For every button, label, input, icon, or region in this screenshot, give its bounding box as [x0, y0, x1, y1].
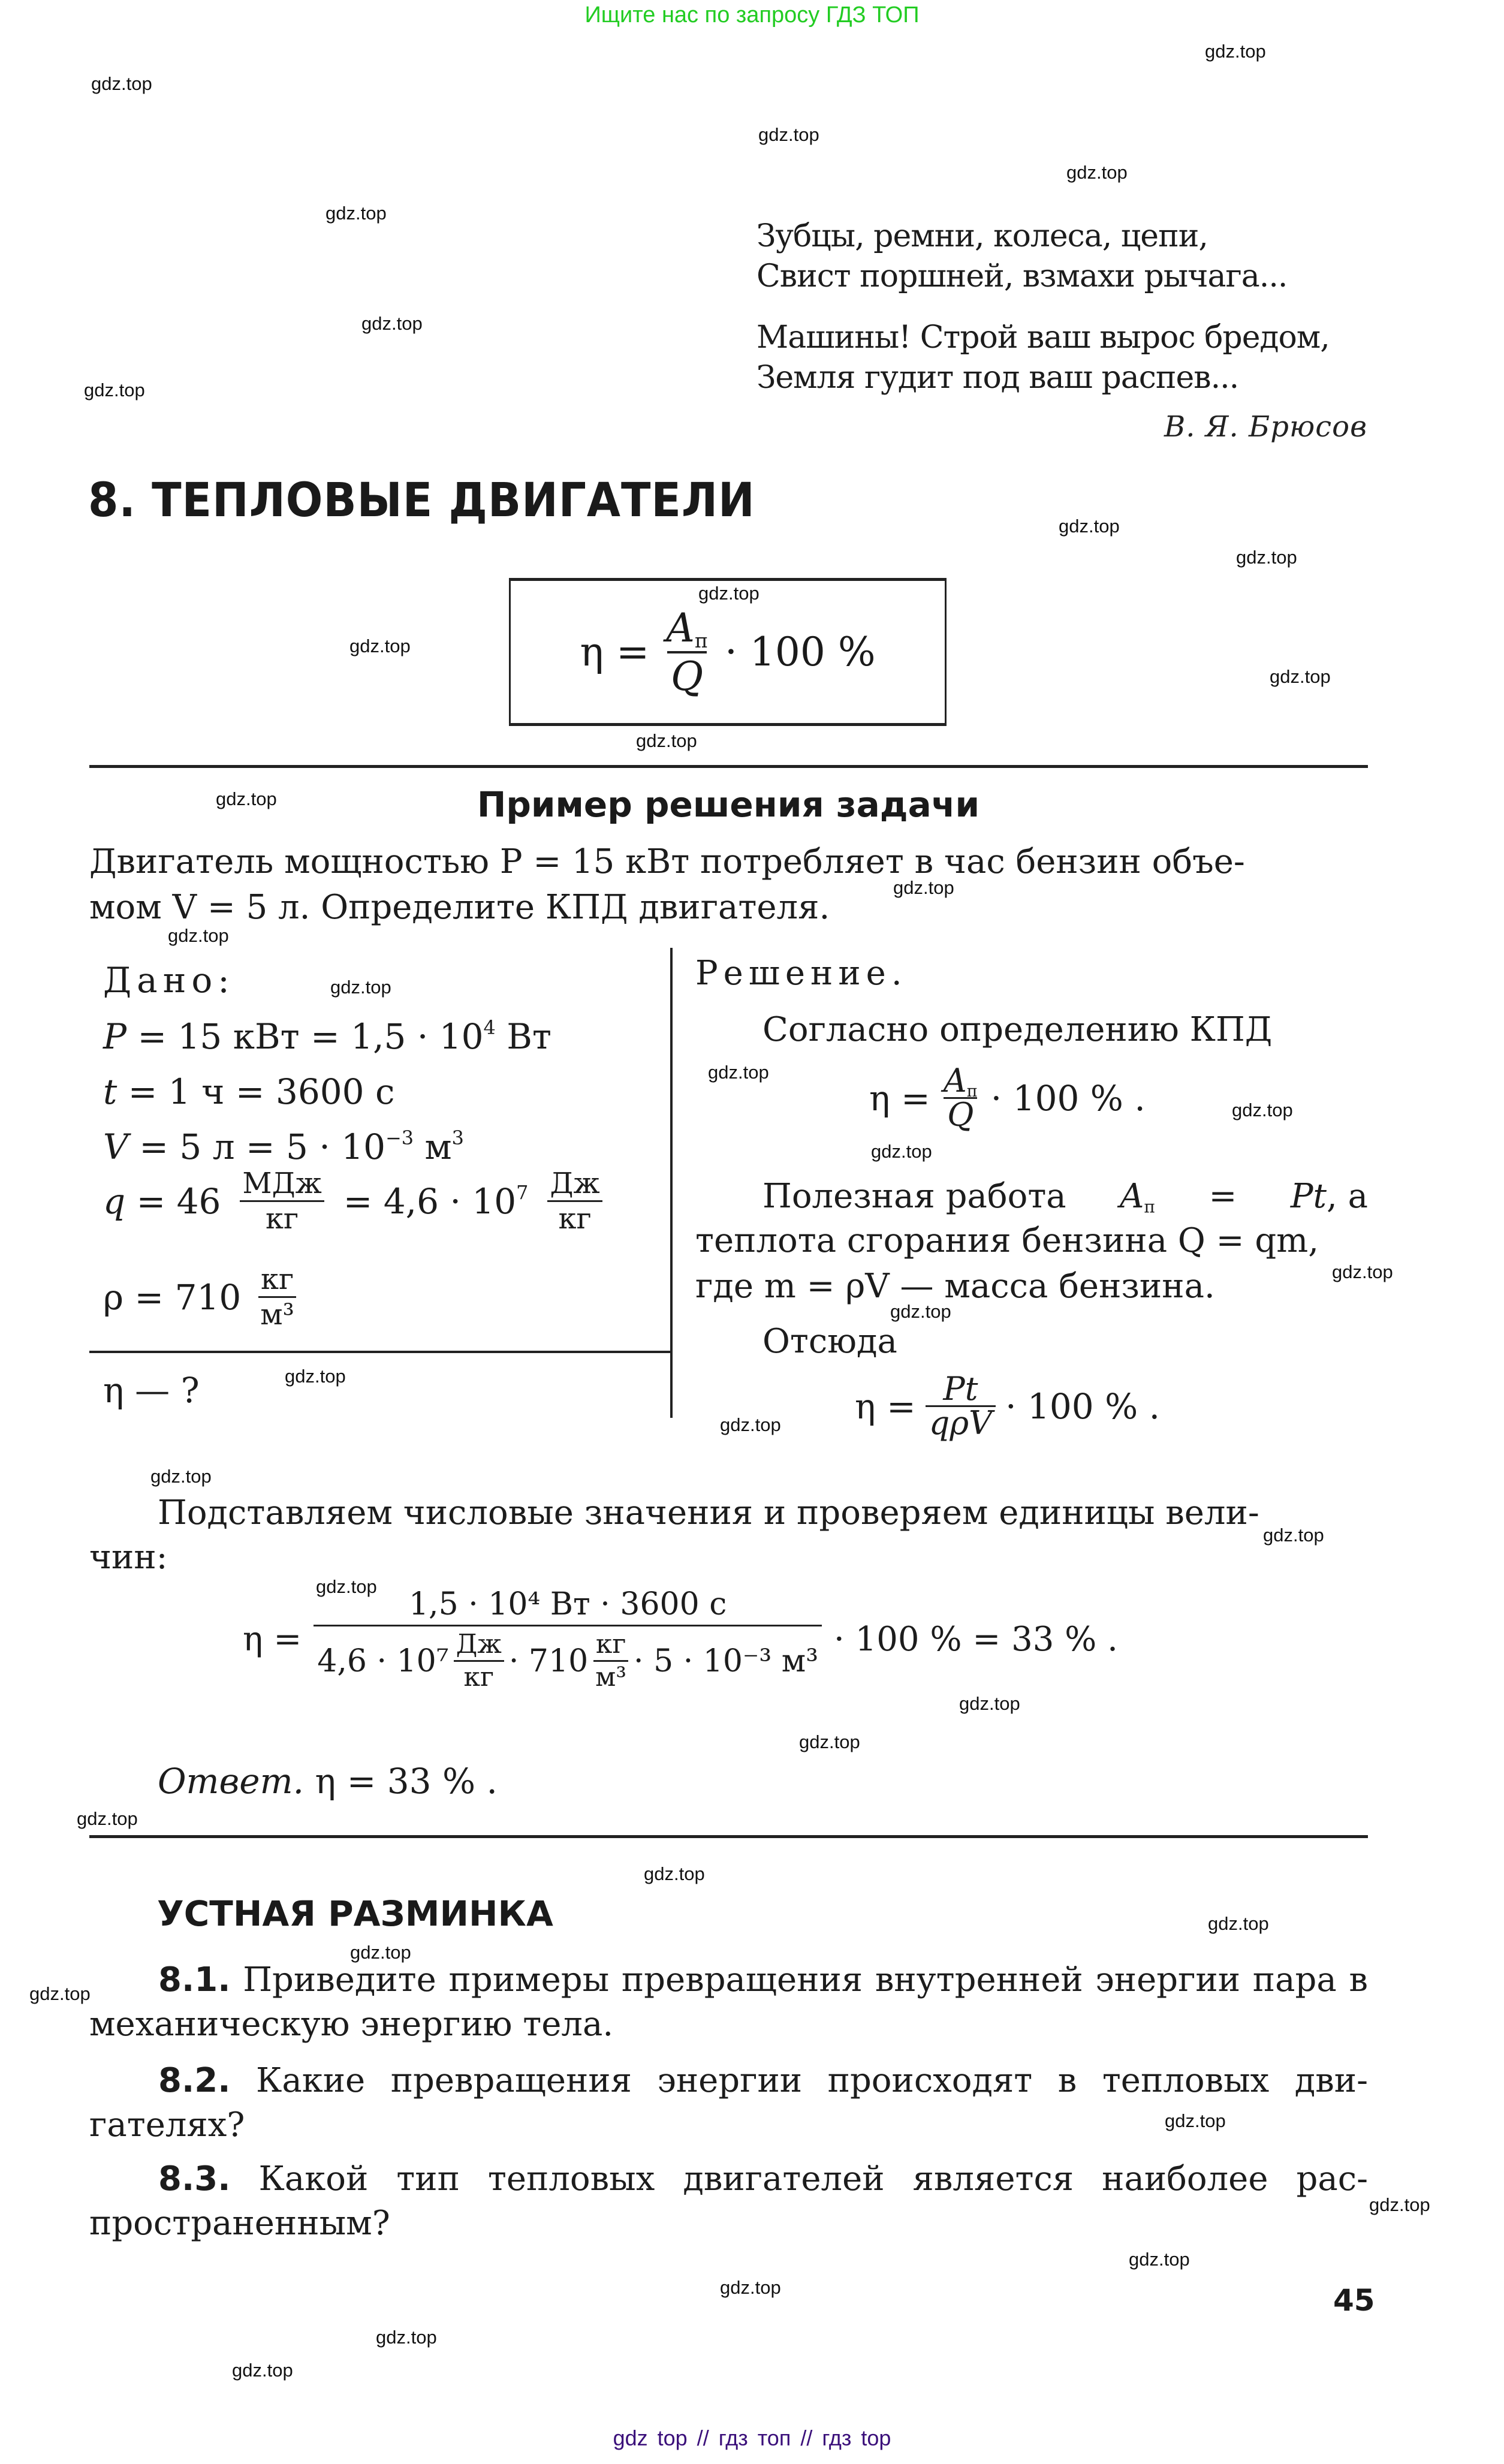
watermark: gdz.top — [890, 1301, 951, 1322]
watermark: gdz.top — [376, 2327, 437, 2348]
solution-formula-1: η = $\frac{A_п}{Q}$ · 100 % . — [869, 1062, 1146, 1134]
watermark: gdz.top — [720, 2277, 781, 2298]
question-number: 8.2. — [158, 2061, 231, 2100]
watermark: gdz.top — [644, 1863, 705, 1884]
question-number: 8.1. — [158, 1960, 231, 1999]
watermark: gdz.top — [1165, 2110, 1226, 2131]
question-8-2 — [89, 2059, 1368, 2147]
question-8-3 — [89, 2157, 1368, 2246]
substitution-line: Подставляем числовые значения и проверяем единицы вели- — [158, 1493, 1259, 1532]
given-label: Дано: — [103, 960, 235, 1001]
formula-fraction — [662, 605, 712, 700]
solution-line: Согласно определению КПД — [762, 1010, 1273, 1049]
watermark: gdz.top — [330, 977, 391, 998]
watermark: gdz.top — [1332, 1261, 1393, 1282]
epigraph-line: Зубцы, ремни, колеса, цепи, — [756, 218, 1208, 254]
watermark: gdz.top — [1263, 1525, 1324, 1546]
calculation-formula: η = 1,5 · 10⁴ Вт · 3600 с 4,6 · 10⁷ Дж кг · 710 кг м³ · 5 · 10⁻³ м³ · 100 % = 33 % . — [243, 1586, 1118, 1692]
watermark: gdz.top — [316, 1576, 377, 1597]
section-divider — [89, 1835, 1368, 1838]
epigraph-author: В. Я. Брюсов — [1164, 410, 1367, 444]
formula-numerator-sub: п — [694, 628, 708, 652]
watermark: gdz.top — [77, 1808, 138, 1829]
watermark: gdz.top — [325, 203, 387, 224]
warmup-heading: УСТНАЯ РАЗМИНКА — [157, 1893, 553, 1934]
epigraph-line: Земля гудит под ваш распев... — [756, 360, 1239, 396]
section-divider — [89, 765, 1368, 768]
watermark: gdz.top — [1236, 547, 1297, 568]
watermark: gdz.top — [1205, 41, 1266, 62]
watermark: gdz.top — [959, 1693, 1020, 1714]
problem-line: мом V = 5 л. Определите КПД двигателя. — [89, 888, 830, 927]
watermark: gdz.top — [232, 2360, 293, 2381]
watermark: gdz.top — [349, 635, 411, 656]
given-row-volume: V = 5 $л = 5 \cdot 10^{-3}$ $м^3$ — [103, 1126, 464, 1167]
watermark: gdz.top — [720, 1414, 781, 1435]
solution-line: Отсюда — [762, 1322, 897, 1361]
watermark: gdz.top — [216, 788, 277, 809]
watermark: gdz.top — [285, 1366, 346, 1387]
top-search-banner[interactable]: Ищите нас по запросу ГДЗ ТОП — [584, 2, 920, 28]
watermark: gdz.top — [84, 379, 145, 400]
watermark: gdz.top — [758, 124, 819, 145]
formula-lhs: η = — [580, 629, 650, 675]
question-text: Какие превращения энергии происходят в тепловых двигателях? — [89, 2061, 1368, 2144]
formula-denominator: Q — [671, 653, 704, 700]
watermark: gdz.top — [150, 1466, 212, 1487]
watermark: gdz.top — [636, 730, 697, 751]
watermark: gdz.top — [893, 877, 954, 898]
answer-label: Ответ. — [158, 1761, 305, 1802]
given-solution-divider — [670, 948, 673, 1418]
given-find: η — ? — [103, 1370, 200, 1411]
question-8-1 — [89, 1958, 1368, 2047]
given-row-time: t = 1 ч = 3600 с — [103, 1071, 395, 1112]
solution-formula-2: η = $\frac{Pt}{\text{qρV}}$ · 100 % . — [855, 1370, 1161, 1442]
watermark: gdz.top — [168, 925, 229, 946]
watermark: gdz.top — [350, 1942, 411, 1963]
formula-numerator: A — [666, 604, 695, 651]
chapter-title: 8. ТЕПЛОВЫЕ ДВИГАТЕЛИ — [88, 474, 755, 528]
watermark: gdz.top — [1066, 162, 1128, 183]
watermark: gdz.top — [799, 1731, 860, 1752]
watermark: gdz.top — [361, 313, 423, 334]
solution-label: Решение. — [695, 954, 908, 993]
answer — [158, 1761, 498, 1802]
bottom-site-banner[interactable]: gdz top // гдз топ // гдз top — [613, 2426, 891, 2450]
watermark: gdz.top — [1059, 516, 1120, 537]
watermark: gdz.top — [1232, 1100, 1293, 1120]
question-text: Приведите примеры превращения внутренней энергии пара в механическую энергию тела. — [89, 1960, 1368, 2044]
given-row-power: P = 15 кВт = $1,5 \cdot 10^4$ Вт — [103, 1016, 551, 1057]
given-row-density: ρ = 710 кг м³ — [103, 1265, 297, 1329]
question-number: 8.3. — [158, 2159, 231, 2198]
watermark: gdz.top — [91, 73, 152, 94]
answer-value: η = 33 % . — [315, 1761, 498, 1802]
given-find-divider — [89, 1351, 673, 1353]
watermark: gdz.top — [1208, 1913, 1269, 1934]
example-heading: Пример решения задачи — [477, 784, 980, 825]
question-text: Какой тип тепловых двигателей является наиболее распространенным? — [89, 2159, 1368, 2243]
watermark: gdz.top — [1270, 666, 1331, 687]
watermark: gdz.top — [871, 1141, 932, 1162]
watermark: gdz.top — [1129, 2249, 1190, 2270]
watermark: gdz.top — [1369, 2194, 1430, 2215]
watermark: gdz.top — [708, 1062, 769, 1083]
epigraph-line: Машины! Строй ваш вырос бредом, — [756, 320, 1330, 356]
formula-rhs: · 100 % — [724, 629, 876, 675]
watermark: gdz.top — [29, 1983, 91, 2004]
given-row-heat: q = 46 МДж кг = $4,6 \cdot 10^7$ Дж кг — [103, 1169, 602, 1233]
solution-line: теплота сгорания бензина Q = qm, — [695, 1221, 1319, 1260]
solution-line: где m = ρV — масса бензина. — [695, 1267, 1215, 1306]
page-number: 45 — [1333, 2283, 1375, 2318]
substitution-line: чин: — [89, 1538, 168, 1577]
problem-line: Двигатель мощностью P = 15 кВт потребляет в час бензин объе- — [89, 842, 1245, 881]
watermark: gdz.top — [698, 583, 759, 604]
solution-line: Полезная работа $A_п$ = Pt, а — [762, 1177, 1368, 1217]
epigraph-line: Свист поршней, взмахи рычага... — [756, 258, 1288, 294]
